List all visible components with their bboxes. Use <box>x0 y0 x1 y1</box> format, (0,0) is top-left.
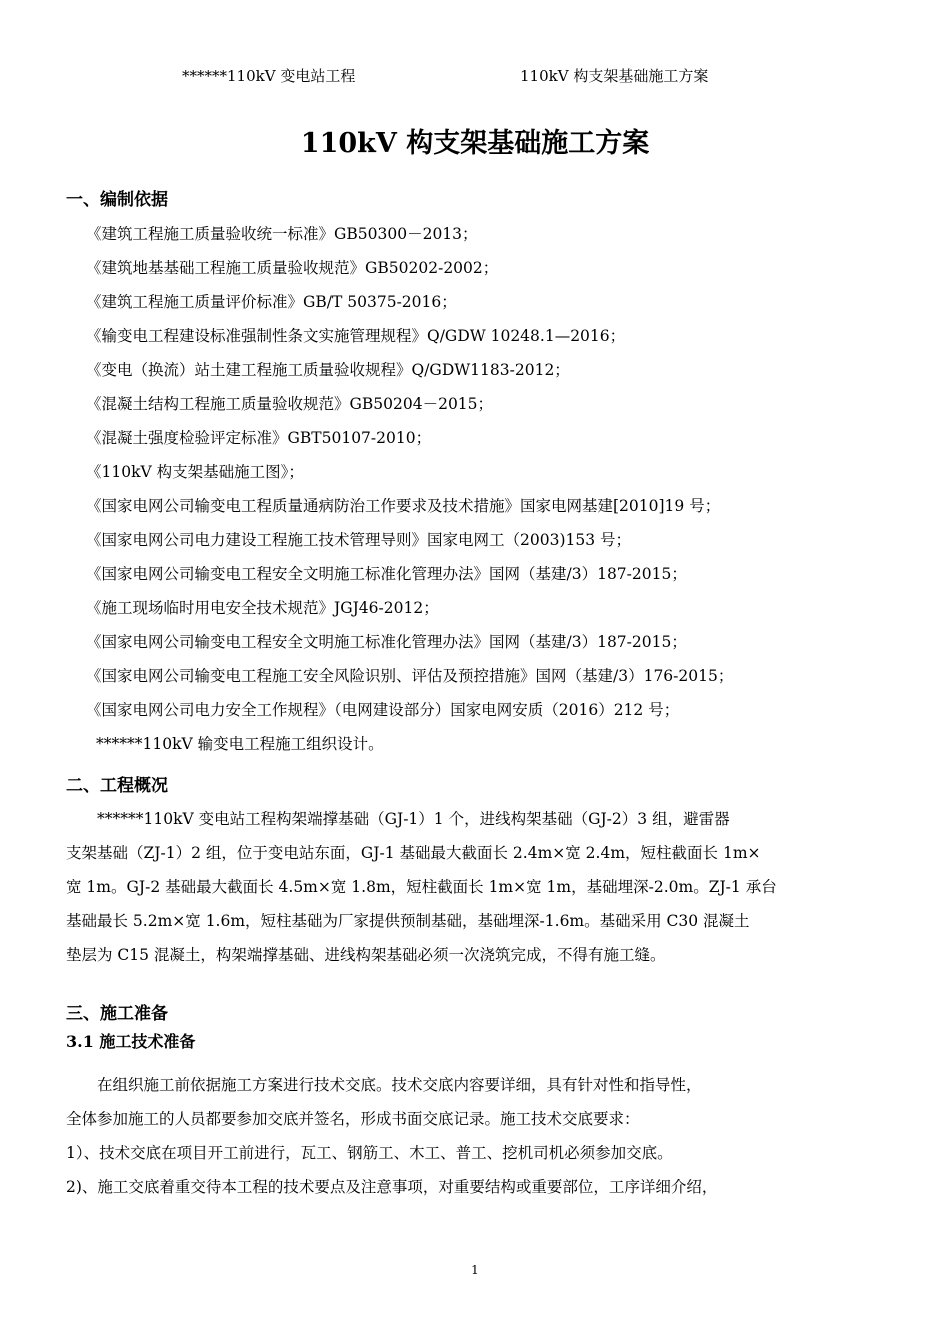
reference-item: 《输变电工程建设标准强制性条文实施管理规程》Q/GDW 10248.1—2016； <box>86 327 626 345</box>
paragraph-line: 全体参加施工的人员都要参加交底并签名，形成书面交底记录。施工技术交底要求： <box>66 1110 640 1128</box>
paragraph-line: ******110kV 变电站工程构架端撑基础（GJ-1）1 个，进线构架基础（GJ-2）3 组，避雷器 <box>66 810 730 828</box>
preparation-paragraph <box>66 1068 842 1204</box>
reference-item: 《建筑工程施工质量评价标准》GB/T 50375-2016； <box>86 293 457 311</box>
paragraph-line: 基础最长 5.2m×宽 1.6m，短柱基础为厂家提供预制基础，基础埋深-1.6m。基础采用 C30 混凝土 <box>66 912 750 930</box>
section-heading-basis: 一、编制依据 <box>66 190 168 210</box>
reference-item: 《国家电网公司输变电工程质量通病防治工作要求及技术措施》国家电网基建[2010]19 号； <box>86 497 721 515</box>
reference-item: 《国家电网公司输变电工程施工安全风险识别、评估及预控措施》国网（基建/3）176-2015； <box>86 667 734 685</box>
paragraph-line: 支架基础（ZJ-1）2 组，位于变电站东面，GJ-1 基础最大截面长 2.4m×宽 2.4m，短柱截面长 1m× <box>66 844 761 862</box>
reference-item: 《混凝土强度检验评定标准》GBT50107-2010； <box>86 429 432 447</box>
paragraph-line: 在组织施工前依据施工方案进行技术交底。技术交底内容要详细，具有针对性和指导性， <box>66 1076 702 1094</box>
section-heading-overview: 二、工程概况 <box>66 776 168 796</box>
reference-item: 《混凝土结构工程施工质量验收规范》GB50204－2015； <box>86 395 494 413</box>
subsection-heading-technical-prep: 3.1 施工技术准备 <box>66 1032 196 1051</box>
page-header-project: ******110kV 变电站工程 <box>182 67 356 85</box>
reference-item: 《建筑地基基础工程施工质量验收规范》GB50202-2002； <box>86 259 499 277</box>
overview-paragraph <box>66 802 842 972</box>
reference-item: 《施工现场临时用电安全技术规范》JGJ46-2012； <box>86 599 439 617</box>
reference-item: 《建筑工程施工质量验收统一标准》GB50300－2013； <box>86 225 478 243</box>
reference-item: 《国家电网公司输变电工程安全文明施工标准化管理办法》国网（基建/3）187-2015； <box>86 633 687 651</box>
reference-item: 《国家电网公司输变电工程安全文明施工标准化管理办法》国网（基建/3）187-2015； <box>86 565 687 583</box>
paragraph-line: 宽 1m。GJ-2 基础最大截面长 4.5m×宽 1.8m，短柱截面长 1m×宽 1m，基础埋深-2.0m。ZJ-1 承台 <box>66 878 777 896</box>
reference-item: 《110kV 构支架基础施工图》； <box>86 463 304 481</box>
reference-item: ******110kV 输变电工程施工组织设计。 <box>96 735 384 753</box>
paragraph-line: 2)、施工交底着重交待本工程的技术要点及注意事项，对重要结构或重要部位，工序详细介绍， <box>66 1178 718 1196</box>
reference-item: 《国家电网公司电力安全工作规程》（电网建设部分）国家电网安质（2016）212 号； <box>86 701 680 719</box>
section-heading-preparation: 三、施工准备 <box>66 1004 168 1024</box>
reference-item: 《国家电网公司电力建设工程施工技术管理导则》国家电网工（2003)153 号； <box>86 531 632 549</box>
reference-list <box>66 220 906 764</box>
paragraph-line: 1）、技术交底在项目开工前进行，瓦工、钢筋工、木工、普工、挖机司机必须参加交底。 <box>66 1144 673 1162</box>
reference-item: 《变电（换流）站土建工程施工质量验收规程》Q/GDW1183-2012； <box>86 361 570 379</box>
page-number: 1 <box>471 1263 479 1277</box>
paragraph-line: 垫层为 C15 混凝土，构架端撑基础、进线构架基础必须一次浇筑完成，不得有施工缝。 <box>66 946 666 964</box>
page-header-doc-title: 110kV 构支架基础施工方案 <box>520 67 709 85</box>
document-title: 110kV 构支架基础施工方案 <box>300 128 650 159</box>
